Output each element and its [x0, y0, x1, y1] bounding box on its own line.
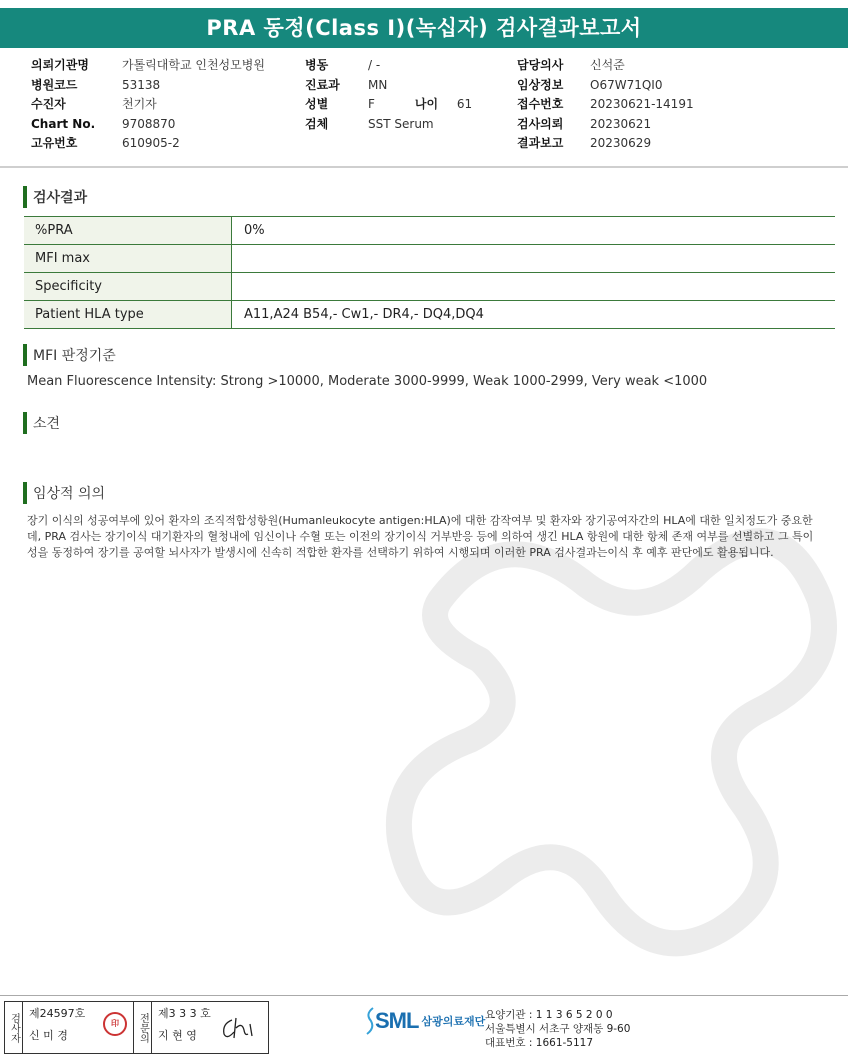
tester-number: 제24597호: [29, 1007, 86, 1020]
age-value: 61: [456, 97, 473, 111]
table-row: [24, 273, 835, 301]
sml-logo: [365, 1006, 485, 1036]
section-findings-heading: [23, 412, 60, 434]
org-phone: 대표번호 : 1661-5117: [485, 1037, 594, 1049]
ward-value: / -: [368, 58, 381, 72]
info-row-unique-id: [31, 134, 265, 154]
section-marker: [23, 344, 27, 366]
row-value: A11,A24 B54,- Cw1,- DR4,- DQ4,DQ4: [244, 307, 484, 322]
clinical-info-value: O67W71QI0: [590, 77, 663, 92]
age-label: 나이: [414, 97, 439, 111]
info-row-specimen: [305, 115, 472, 135]
report-date-value: 20230629: [590, 136, 652, 150]
receipt-no-label: 접수번호: [517, 97, 564, 111]
info-row-request-date: [517, 115, 694, 135]
header-divider: [0, 166, 848, 168]
logo-mark-icon: [365, 1006, 375, 1036]
org-name: 삼광의료재단: [421, 1015, 486, 1028]
row-label: Patient HLA type: [24, 301, 232, 328]
reviewer-name: 지 현 영: [158, 1029, 197, 1042]
doctor-value: 신석준: [590, 58, 625, 72]
info-row-hospital-code: [31, 76, 265, 96]
info-row-institution: [31, 56, 265, 76]
table-row: [24, 245, 835, 273]
org-address: 서울특별시 서초구 양재동 9-60: [485, 1023, 631, 1035]
unique-id-value: 610905-2: [122, 136, 180, 150]
info-row-clinical-info: [517, 76, 694, 96]
patient-value: 천기자: [122, 97, 157, 111]
section-results-heading: [23, 186, 87, 208]
department-value: MN: [368, 77, 388, 92]
clinical-significance-text: 장기 이식의 성공여부에 있어 환자의 조직적합성항원(Humanleukocyte antigen:HLA)에 대한 감작여부 및 환자와 장기공여자간의 HLA에 대한 일치정도가 중요한데, PRA 검사는 장기이식 대기환자의 혈청내에 임신이나 수혈 또는 이전의 장기이식 거부반응 등에 의하여 생긴 HLA 항원에 대한 항체 존재 여부를 선별하고 그 특이성을 동정하여 장기를 공여할 뇌사자가 발생시에 신속히 적합한 환자를 선택하기 위하여 시행되며 이러한 PRA 검사결과는이식 후 예후 판단에도 활용됩니다.: [27, 514, 814, 559]
institution-label: 의뢰기관명: [31, 58, 89, 72]
section-mfi-heading: [23, 344, 116, 366]
doctor-label: 담당의사: [517, 58, 564, 72]
specimen-label: 검체: [305, 116, 329, 131]
request-date-value: 20230621: [590, 116, 652, 131]
reviewer-vertical-label: 전문의: [134, 1002, 152, 1053]
patient-info-col2: [305, 56, 472, 134]
info-row-department: [305, 76, 472, 96]
ward-label: 병동: [305, 58, 329, 72]
results-table: [24, 216, 835, 329]
signature-icon: [218, 1014, 256, 1042]
row-value: 0%: [244, 223, 265, 238]
info-row-ward: [305, 56, 472, 76]
tester-seal-icon: 印: [103, 1012, 127, 1036]
info-row-chart-no: [31, 115, 265, 135]
chart-no-label: Chart No.: [31, 116, 96, 131]
footer-divider: [0, 995, 848, 996]
mfi-criteria-text: Mean Fluorescence Intensity: Strong >10000, Moderate 3000-9999, Weak 1000-2999, Very weak <1000: [27, 374, 708, 389]
tester-name: 신 미 경: [29, 1029, 68, 1042]
clinical-info-label: 임상정보: [517, 77, 564, 92]
logo-text: SML: [375, 1008, 419, 1033]
section-clinical-title: 임상적 의의: [33, 486, 106, 502]
table-row: [24, 301, 835, 329]
sex-label: 성별: [305, 97, 329, 111]
signature-box: [4, 1001, 269, 1054]
section-clinical-heading: [23, 482, 105, 504]
row-label: %PRA: [24, 217, 232, 244]
table-row: [24, 217, 835, 245]
hospital-code-value: 53138: [122, 77, 161, 92]
sex-value: F: [368, 97, 375, 111]
unique-id-label: 고유번호: [31, 136, 78, 150]
hospital-code-label: 병원코드: [31, 77, 78, 92]
patient-label: 수진자: [31, 97, 66, 111]
tester-cell: [23, 1002, 134, 1053]
section-marker: [23, 186, 27, 208]
institution-number: 요양기관 : 1 1 3 6 5 2 0 0: [485, 1009, 613, 1021]
request-date-label: 검사의뢰: [517, 116, 564, 131]
row-label: MFI max: [24, 245, 232, 272]
specimen-value: SST Serum: [368, 116, 434, 131]
section-marker: [23, 482, 27, 504]
reviewer-cell: [152, 1002, 268, 1053]
info-row-patient: [31, 95, 265, 115]
section-mfi-title: MFI 판정기준: [33, 348, 116, 364]
institution-value: 가톨릭대학교 인천성모병원: [122, 58, 265, 72]
department-label: 진료과: [305, 77, 340, 92]
chart-no-value: 9708870: [122, 116, 176, 131]
row-label: Specificity: [24, 273, 232, 300]
info-row-sex-age: [305, 95, 472, 115]
patient-info-col1: [31, 56, 265, 154]
info-row-doctor: [517, 56, 694, 76]
section-findings-title: 소견: [33, 416, 61, 432]
tester-vertical-label: 검사자: [5, 1002, 23, 1053]
section-marker: [23, 412, 27, 434]
reviewer-number: 제3 3 3 호: [158, 1007, 211, 1020]
organization-info: [485, 1008, 630, 1050]
patient-info-col3: [517, 56, 694, 154]
receipt-no-value: 20230621-14191: [590, 97, 694, 111]
report-title: PRA 동정(Class I)(녹십자) 검사결과보고서: [0, 8, 848, 48]
info-row-report-date: [517, 134, 694, 154]
section-results-title: 검사결과: [33, 190, 88, 206]
info-row-receipt-no: [517, 95, 694, 115]
report-date-label: 결과보고: [517, 136, 564, 150]
